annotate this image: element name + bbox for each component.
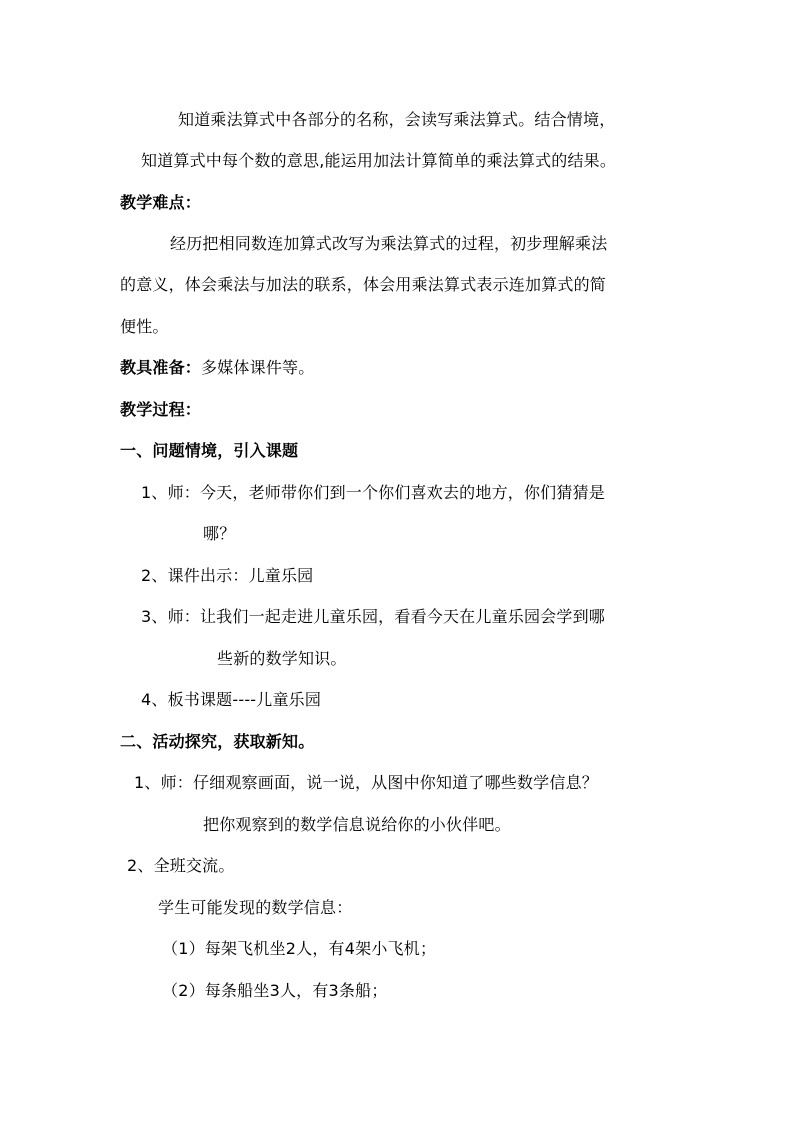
tools-text: 多媒体课件等。 [201, 358, 315, 377]
objective-line-1: 知道乘法算式中各部分的名称，会读写乘法算式。结合情境， [178, 110, 616, 129]
s1-item-1-line-1: 1、师：今天，老师带你们到一个你们喜欢去的地方，你们猜猜是 [141, 483, 605, 502]
s1-item-4: 4、板书课题----儿童乐园 [141, 690, 322, 709]
s2-info-1: （1）每架飞机坐2人，有4架小飞机； [162, 939, 437, 958]
tools-line [120, 358, 314, 380]
difficulty-heading: 教学难点： [120, 193, 202, 212]
s1-item-3-line-1: 3、师：让我们一起走进儿童乐园，看看今天在儿童乐园会学到哪 [141, 607, 605, 626]
objective-line-2: 知道算式中每个数的意思,能运用加法计算简单的乘法算式的结果。 [141, 151, 617, 170]
section-2-heading: 二、活动探究，获取新知。 [120, 732, 315, 751]
difficulty-line-2: 的意义，体会乘法与加法的联系，体会用乘法算式表示连加算式的简 [120, 275, 607, 294]
difficulty-line-3: 便性。 [120, 317, 169, 336]
process-heading: 教学过程： [120, 400, 202, 419]
tools-heading: 教具准备： [120, 358, 202, 377]
s2-item-1-line-1: 1、师：仔细观察画面，说一说，从图中你知道了哪些数学信息？ [134, 773, 598, 792]
s1-item-3-line-2: 些新的数学知识。 [217, 649, 347, 668]
section-1-heading: 一、问题情境，引入课题 [120, 441, 299, 460]
s2-item-2: 2、全班交流。 [127, 856, 235, 875]
s1-item-1-line-2: 哪？ [203, 524, 236, 543]
difficulty-line-1: 经历把相同数连加算式改写为乘法算式的过程，初步理解乘法 [170, 234, 608, 253]
s2-info-intro: 学生可能发现的数学信息： [158, 898, 353, 917]
s2-info-2: （2）每条船坐3人，有3条船； [162, 981, 388, 1000]
s2-item-1-line-2: 把你观察到的数学信息说给你的小伙伴吧。 [203, 815, 511, 834]
s1-item-2: 2、课件出示：儿童乐园 [141, 566, 314, 585]
